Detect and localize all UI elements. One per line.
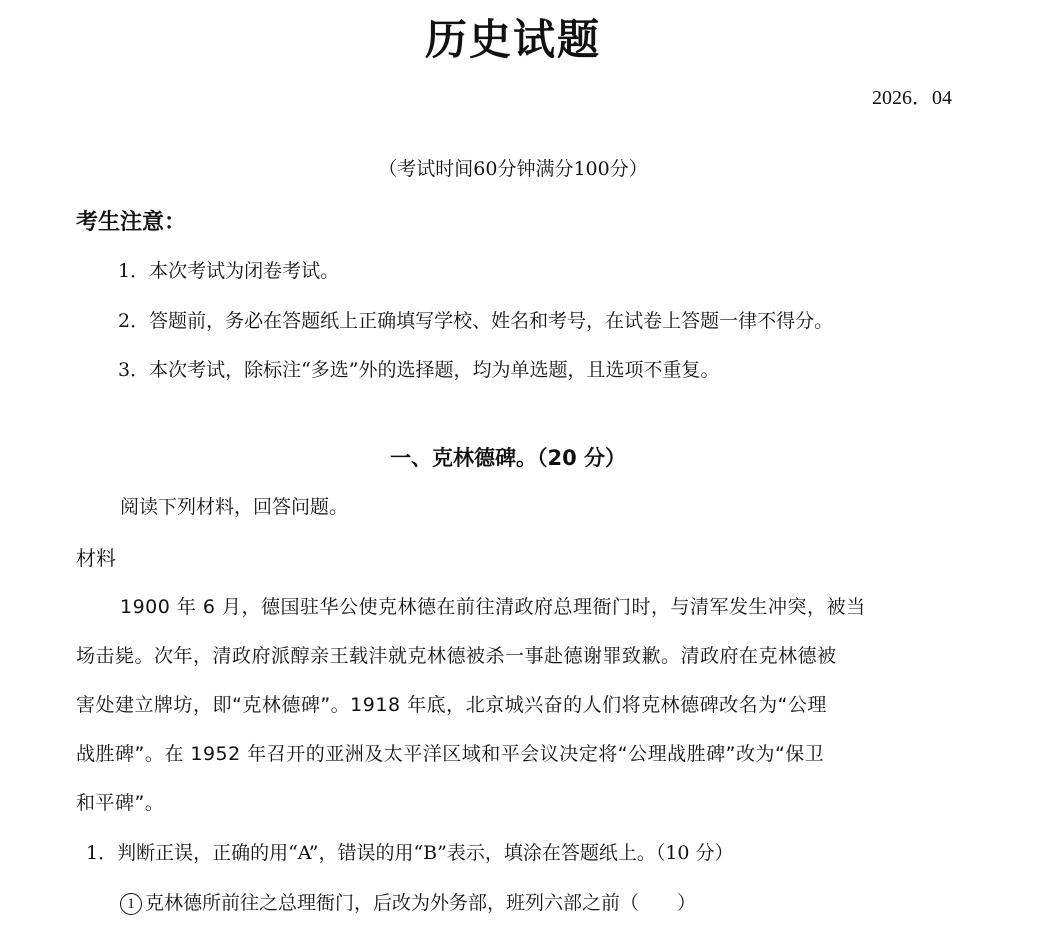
exam-time-note: （考试时间60分钟满分100分） xyxy=(378,158,648,180)
notice-item-3: 3．本次考试，除标注“多选”外的选择题，均为单选题，且选项不重复。 xyxy=(118,359,720,381)
material-line-5: 和平碑”。 xyxy=(76,792,165,814)
section-heading: 一、克林德碑。（20 分） xyxy=(389,446,627,470)
statement-1-text: 克林德所前往之总理衙门，后改为外务部，班列六部之前（ ） xyxy=(145,892,697,914)
reading-instruction: 阅读下列材料，回答问题。 xyxy=(120,496,349,518)
material-line-1: 1900 年 6 月，德国驻华公使克林德在前往清政府总理衙门时，与清军发生冲突，被当 xyxy=(120,596,866,618)
notice-item-1: 1．本次考试为闭卷考试。 xyxy=(118,260,340,282)
notice-item-2: 2．答题前，务必在答题纸上正确填写学校、姓名和考号，在试卷上答题一律不得分。 xyxy=(118,310,834,332)
exam-date: 2026．04 xyxy=(872,87,952,109)
circled-number-marker: 1 xyxy=(120,893,142,915)
material-line-2: 场击毙。次年，清政府派醇亲王载沣就克林德被杀一事赴德谢罪致歉。清政府在克林德被 xyxy=(76,645,837,667)
statement-1 xyxy=(120,890,696,916)
material-line-4: 战胜碑”。在 1952 年召开的亚洲及太平洋区域和平会议决定将“公理战胜碑”改为“保卫 xyxy=(76,743,825,765)
material-label: 材料 xyxy=(76,546,116,570)
notice-heading: 考生注意： xyxy=(76,210,187,235)
page-title: 历史试题 xyxy=(424,15,601,64)
question-1-stem: 1．判断正误，正确的用“A”，错误的用“B”表示，填涂在答题纸上。（10 分） xyxy=(86,842,734,864)
material-line-3: 害处建立牌坊，即“克林德碑”。1918 年底，北京城兴奋的人们将克林德碑改名为“公理 xyxy=(76,694,827,716)
